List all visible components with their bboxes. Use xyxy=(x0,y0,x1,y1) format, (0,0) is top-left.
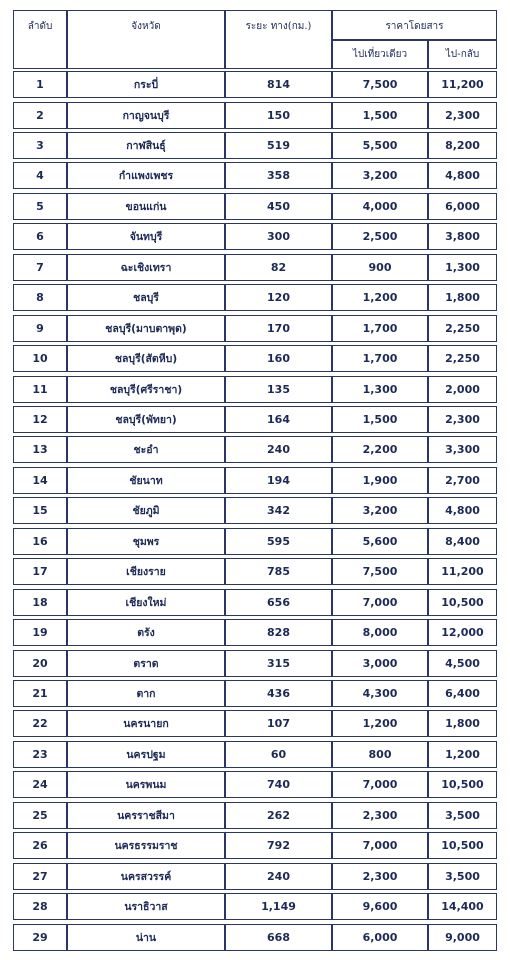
cell-distance: 668 xyxy=(225,924,332,951)
cell-distance: 342 xyxy=(225,497,332,524)
table-row xyxy=(0,102,510,129)
cell-distance: 315 xyxy=(225,650,332,677)
cell-distance: 240 xyxy=(225,436,332,463)
cell-province: นครธรรมราช xyxy=(67,832,225,859)
table-row xyxy=(0,710,510,737)
cell-province: ชลบุรี(ศรีราชา) xyxy=(67,376,225,403)
cell-one-way: 7,000 xyxy=(332,589,428,616)
table-row xyxy=(0,436,510,463)
cell-one-way: 1,200 xyxy=(332,284,428,311)
cell-no: 29 xyxy=(13,924,67,951)
cell-one-way: 1,700 xyxy=(332,315,428,342)
header-fare: ราคาโดยสาร xyxy=(332,10,497,40)
cell-one-way: 1,300 xyxy=(332,376,428,403)
cell-round-trip: 6,000 xyxy=(428,193,497,220)
cell-round-trip: 10,500 xyxy=(428,589,497,616)
cell-province: ตาก xyxy=(67,680,225,707)
cell-distance: 135 xyxy=(225,376,332,403)
cell-round-trip: 10,500 xyxy=(428,771,497,798)
cell-no: 5 xyxy=(13,193,67,220)
cell-round-trip: 10,500 xyxy=(428,832,497,859)
cell-no: 24 xyxy=(13,771,67,798)
header-no: ลำดับ xyxy=(13,10,67,69)
table-row xyxy=(0,193,510,220)
table-row xyxy=(0,863,510,890)
cell-one-way: 4,000 xyxy=(332,193,428,220)
cell-round-trip: 11,200 xyxy=(428,558,497,585)
cell-province: ชลบุรี(พัทยา) xyxy=(67,406,225,433)
cell-round-trip: 1,200 xyxy=(428,741,497,768)
table-row xyxy=(0,497,510,524)
cell-distance: 740 xyxy=(225,771,332,798)
cell-round-trip: 12,000 xyxy=(428,619,497,646)
cell-distance: 107 xyxy=(225,710,332,737)
cell-no: 14 xyxy=(13,467,67,494)
header-round-trip: ไป-กลับ xyxy=(428,40,497,69)
cell-distance: 120 xyxy=(225,284,332,311)
cell-no: 22 xyxy=(13,710,67,737)
table-row xyxy=(0,223,510,250)
cell-one-way: 6,000 xyxy=(332,924,428,951)
cell-distance: 450 xyxy=(225,193,332,220)
cell-province: นราธิวาส xyxy=(67,893,225,920)
table-row xyxy=(0,376,510,403)
cell-round-trip: 3,300 xyxy=(428,436,497,463)
cell-no: 6 xyxy=(13,223,67,250)
cell-no: 15 xyxy=(13,497,67,524)
cell-province: ชลบุรี(สัตหีบ) xyxy=(67,345,225,372)
cell-one-way: 900 xyxy=(332,254,428,281)
table-row xyxy=(0,558,510,585)
cell-round-trip: 3,500 xyxy=(428,802,497,829)
cell-province: ชัยนาท xyxy=(67,467,225,494)
table-row xyxy=(0,832,510,859)
cell-no: 28 xyxy=(13,893,67,920)
cell-distance: 170 xyxy=(225,315,332,342)
cell-province: น่าน xyxy=(67,924,225,951)
cell-one-way: 5,500 xyxy=(332,132,428,159)
cell-round-trip: 2,300 xyxy=(428,406,497,433)
table-row xyxy=(0,254,510,281)
table-row xyxy=(0,345,510,372)
cell-distance: 164 xyxy=(225,406,332,433)
table-row xyxy=(0,680,510,707)
cell-no: 21 xyxy=(13,680,67,707)
cell-province: ตรัง xyxy=(67,619,225,646)
cell-one-way: 3,200 xyxy=(332,162,428,189)
cell-round-trip: 2,250 xyxy=(428,315,497,342)
table-row xyxy=(0,619,510,646)
cell-distance: 814 xyxy=(225,71,332,98)
cell-distance: 262 xyxy=(225,802,332,829)
cell-one-way: 7,500 xyxy=(332,558,428,585)
cell-province: ชัยภูมิ xyxy=(67,497,225,524)
cell-round-trip: 2,000 xyxy=(428,376,497,403)
cell-province: เชียงใหม่ xyxy=(67,589,225,616)
cell-province: ขอนแก่น xyxy=(67,193,225,220)
cell-no: 9 xyxy=(13,315,67,342)
table-row xyxy=(0,284,510,311)
cell-round-trip: 4,800 xyxy=(428,162,497,189)
cell-one-way: 1,500 xyxy=(332,102,428,129)
cell-round-trip: 8,400 xyxy=(428,528,497,555)
cell-one-way: 1,200 xyxy=(332,710,428,737)
cell-one-way: 7,000 xyxy=(332,771,428,798)
table-row xyxy=(0,406,510,433)
cell-province: นครสวรรค์ xyxy=(67,863,225,890)
cell-no: 1 xyxy=(13,71,67,98)
cell-one-way: 8,000 xyxy=(332,619,428,646)
cell-one-way: 7,500 xyxy=(332,71,428,98)
cell-no: 23 xyxy=(13,741,67,768)
cell-province: ฉะเชิงเทรา xyxy=(67,254,225,281)
table-row xyxy=(0,315,510,342)
cell-province: นครพนม xyxy=(67,771,225,798)
cell-round-trip: 4,800 xyxy=(428,497,497,524)
cell-no: 18 xyxy=(13,589,67,616)
cell-distance: 300 xyxy=(225,223,332,250)
cell-one-way: 3,200 xyxy=(332,497,428,524)
cell-province: กระบี่ xyxy=(67,71,225,98)
cell-distance: 519 xyxy=(225,132,332,159)
cell-no: 20 xyxy=(13,650,67,677)
table-row xyxy=(0,802,510,829)
cell-one-way: 3,000 xyxy=(332,650,428,677)
cell-one-way: 1,500 xyxy=(332,406,428,433)
table-row xyxy=(0,771,510,798)
cell-distance: 60 xyxy=(225,741,332,768)
cell-round-trip: 11,200 xyxy=(428,71,497,98)
cell-province: กาญจนบุรี xyxy=(67,102,225,129)
cell-round-trip: 6,400 xyxy=(428,680,497,707)
cell-no: 12 xyxy=(13,406,67,433)
cell-no: 4 xyxy=(13,162,67,189)
table-row xyxy=(0,132,510,159)
cell-distance: 436 xyxy=(225,680,332,707)
cell-round-trip: 2,250 xyxy=(428,345,497,372)
table-row xyxy=(0,467,510,494)
cell-no: 10 xyxy=(13,345,67,372)
cell-province: กำแพงเพชร xyxy=(67,162,225,189)
cell-one-way: 7,000 xyxy=(332,832,428,859)
cell-one-way: 5,600 xyxy=(332,528,428,555)
cell-distance: 828 xyxy=(225,619,332,646)
cell-round-trip: 1,800 xyxy=(428,284,497,311)
cell-distance: 240 xyxy=(225,863,332,890)
header-one-way: ไปเที่ยวเดียว xyxy=(332,40,428,69)
cell-no: 11 xyxy=(13,376,67,403)
cell-province: นครนายก xyxy=(67,710,225,737)
cell-one-way: 2,200 xyxy=(332,436,428,463)
cell-round-trip: 9,000 xyxy=(428,924,497,951)
cell-one-way: 2,300 xyxy=(332,802,428,829)
cell-province: ชลบุรี xyxy=(67,284,225,311)
cell-round-trip: 2,700 xyxy=(428,467,497,494)
cell-one-way: 2,500 xyxy=(332,223,428,250)
cell-no: 19 xyxy=(13,619,67,646)
table-row xyxy=(0,741,510,768)
cell-province: นครปฐม xyxy=(67,741,225,768)
cell-one-way: 1,900 xyxy=(332,467,428,494)
cell-province: ตราด xyxy=(67,650,225,677)
cell-no: 8 xyxy=(13,284,67,311)
cell-distance: 1,149 xyxy=(225,893,332,920)
cell-distance: 358 xyxy=(225,162,332,189)
cell-round-trip: 1,800 xyxy=(428,710,497,737)
table-row xyxy=(0,71,510,98)
cell-no: 3 xyxy=(13,132,67,159)
cell-no: 27 xyxy=(13,863,67,890)
cell-province: ชุมพร xyxy=(67,528,225,555)
cell-distance: 194 xyxy=(225,467,332,494)
cell-round-trip: 1,300 xyxy=(428,254,497,281)
cell-round-trip: 8,200 xyxy=(428,132,497,159)
cell-no: 2 xyxy=(13,102,67,129)
cell-no: 25 xyxy=(13,802,67,829)
cell-province: เชียงราย xyxy=(67,558,225,585)
cell-no: 13 xyxy=(13,436,67,463)
cell-no: 26 xyxy=(13,832,67,859)
table-row xyxy=(0,162,510,189)
cell-round-trip: 3,800 xyxy=(428,223,497,250)
cell-one-way: 800 xyxy=(332,741,428,768)
cell-no: 16 xyxy=(13,528,67,555)
cell-distance: 792 xyxy=(225,832,332,859)
cell-distance: 785 xyxy=(225,558,332,585)
cell-one-way: 1,700 xyxy=(332,345,428,372)
table-row xyxy=(0,650,510,677)
cell-round-trip: 4,500 xyxy=(428,650,497,677)
cell-distance: 160 xyxy=(225,345,332,372)
cell-province: จันทบุรี xyxy=(67,223,225,250)
cell-one-way: 4,300 xyxy=(332,680,428,707)
cell-province: ชลบุรี(มาบตาพุด) xyxy=(67,315,225,342)
cell-province: ชะอำ xyxy=(67,436,225,463)
cell-no: 17 xyxy=(13,558,67,585)
header-province: จังหวัด xyxy=(67,10,225,69)
cell-distance: 595 xyxy=(225,528,332,555)
cell-province: นครราชสีมา xyxy=(67,802,225,829)
cell-distance: 656 xyxy=(225,589,332,616)
cell-distance: 82 xyxy=(225,254,332,281)
cell-province: กาฬสินธุ์ xyxy=(67,132,225,159)
cell-one-way: 2,300 xyxy=(332,863,428,890)
cell-distance: 150 xyxy=(225,102,332,129)
header-distance: ระยะ ทาง(กม.) xyxy=(225,10,332,69)
cell-round-trip: 14,400 xyxy=(428,893,497,920)
table-row xyxy=(0,893,510,920)
cell-one-way: 9,600 xyxy=(332,893,428,920)
table-row xyxy=(0,589,510,616)
cell-no: 7 xyxy=(13,254,67,281)
table-row xyxy=(0,528,510,555)
cell-round-trip: 3,500 xyxy=(428,863,497,890)
cell-round-trip: 2,300 xyxy=(428,102,497,129)
table-row xyxy=(0,924,510,951)
